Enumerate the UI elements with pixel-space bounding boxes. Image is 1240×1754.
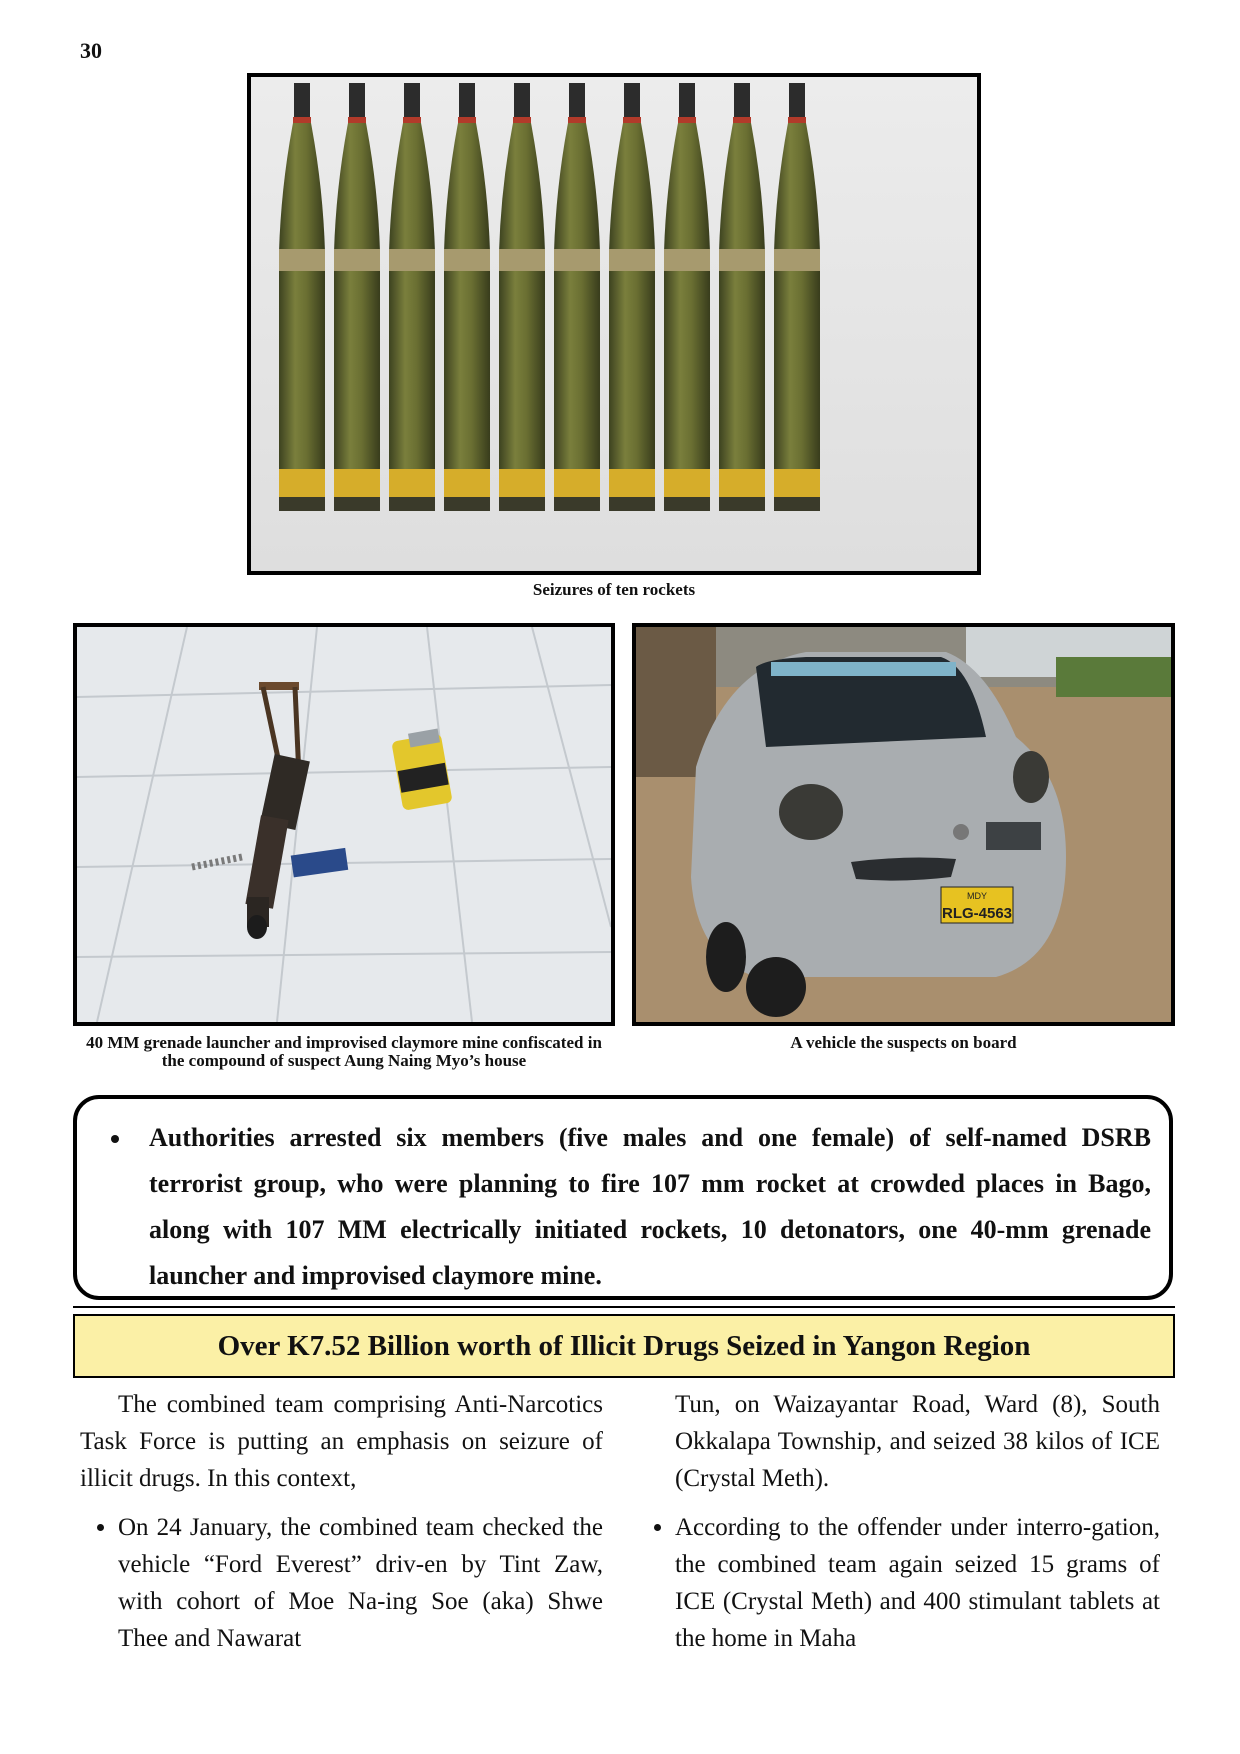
rockets-caption: Seizures of ten rockets — [532, 580, 696, 599]
vehicle-image — [636, 627, 1171, 1022]
vehicle-caption: A vehicle the suspects on board — [790, 1033, 1017, 1052]
continued-paragraph: Tun, on Waizayantar Road, Ward (8), South Okkalapa Township, and seized 38 kilos of ICE (Crystal Meth). — [675, 1391, 1160, 1492]
launcher-image — [77, 627, 611, 1022]
intro-paragraph: The combined team comprising Anti-Narcotics Task Force is putting an emphasis on seizure of illicit drugs. In this context, — [80, 1391, 603, 1492]
highlight-box — [73, 1095, 1173, 1300]
plate-number: RLG-4563 — [941, 905, 1013, 922]
launcher-caption: 40 MM grenade launcher and improvised claymore mine confiscated in the compound of suspect Aung Naing Myo’s house — [86, 1033, 602, 1070]
highlight-text: • Authorities arrested six members (five males and one female) of self-named DSRB terrorist group, who were planning to fire 107 mm rocket at crowded places in Bago, along with 107 MM electrically initiated rockets, 10 detonators, one 40-mm grenade launcher and improvised claymore mine. — [133, 1115, 1151, 1299]
bullet-interrogation-seizure: • According to the offender under interro-gation, the combined team again seized 15 grams of ICE (Crystal Meth) and 400 stimulant tablets at the home in Maha — [675, 1509, 1160, 1657]
bullet-january-seizure: • On 24 January, the combined team checked the vehicle “Ford Everest” driv-en by Tint Zaw, with cohort of Moe Na-ing Soe (aka) Shwe Thee and Nawarat — [118, 1509, 603, 1657]
section-title: Over K7.52 Billion worth of Illicit Drugs Seized in Yangon Region — [73, 1314, 1175, 1378]
left-bullet-list — [80, 1509, 603, 1657]
right-bullet-list — [637, 1509, 1160, 1657]
plate-region: MDY — [967, 891, 987, 901]
right-column — [637, 1386, 1160, 1657]
left-column — [80, 1386, 603, 1657]
rockets-image — [251, 77, 977, 571]
launcher-photo — [73, 623, 615, 1026]
vehicle-photo — [632, 623, 1175, 1026]
page-number: 30 — [80, 38, 102, 63]
rockets-photo — [247, 73, 981, 575]
highlight-list — [95, 1115, 1151, 1299]
title-rule — [73, 1306, 1175, 1308]
